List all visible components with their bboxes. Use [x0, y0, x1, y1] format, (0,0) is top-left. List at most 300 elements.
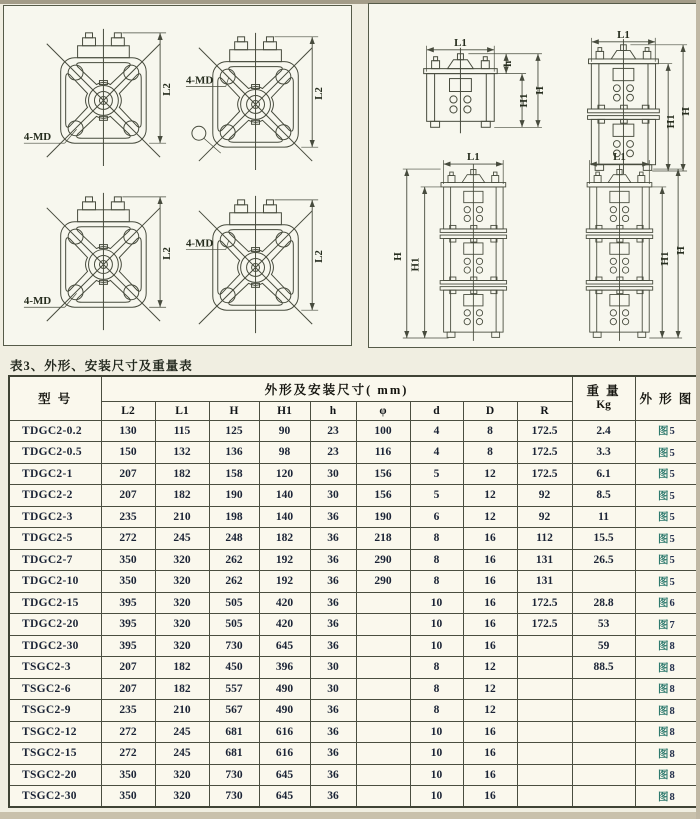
- dim-cell: 36: [310, 592, 356, 614]
- hole-callout-4md: 4-MD: [23, 131, 52, 144]
- model-cell: TSGC2-30: [9, 786, 101, 808]
- dim-cell: 350: [101, 571, 155, 593]
- dim-cell: 90: [259, 420, 310, 442]
- table-caption: 表3、外形、安装尺寸及重量表: [10, 359, 193, 373]
- weight-cell: 11: [572, 506, 635, 528]
- dim-cell: 730: [209, 635, 259, 657]
- dim-cell: 10: [410, 764, 463, 786]
- page-edge-bottom: [0, 812, 700, 819]
- dim-cell: 450: [209, 657, 259, 679]
- dim-cell: 5: [410, 485, 463, 507]
- dim-cell: 16: [463, 614, 517, 636]
- dimensions-table-wrap: [8, 375, 699, 808]
- dim-cell: [356, 592, 410, 614]
- weight-cell: 88.5: [572, 657, 635, 679]
- dim-cell: [517, 635, 572, 657]
- model-cell: TSGC2-6: [9, 678, 101, 700]
- dim-cell: 130: [101, 420, 155, 442]
- dim-cell: 16: [463, 528, 517, 550]
- weight-cell: [572, 571, 635, 593]
- model-cell: TSGC2-12: [9, 721, 101, 743]
- dim-cell: 12: [463, 463, 517, 485]
- dim-cell: 12: [463, 678, 517, 700]
- dim-cell: [356, 678, 410, 700]
- dim-cell: 681: [209, 743, 259, 765]
- dim-label-h: H: [533, 86, 546, 95]
- col-header-dim-hs: h: [310, 401, 356, 420]
- dim-cell: 10: [410, 635, 463, 657]
- table-row: [9, 786, 698, 808]
- figure-ref-char: 图: [657, 748, 669, 760]
- dim-cell: 16: [463, 721, 517, 743]
- dim-cell: [517, 700, 572, 722]
- col-header-figure: 外 形 图: [635, 376, 698, 420]
- dim-cell: 16: [463, 786, 517, 808]
- figure-ref-number: 8: [669, 684, 675, 696]
- figure-ref-number: 5: [669, 469, 675, 481]
- col-header-dim-d: d: [410, 401, 463, 420]
- dim-cell: 182: [155, 657, 209, 679]
- dim-cell: 192: [259, 549, 310, 571]
- table-row: [9, 614, 698, 636]
- figure-cell: [635, 592, 698, 614]
- dim-cell: 505: [209, 592, 259, 614]
- dim-label-h: H: [680, 107, 693, 116]
- weight-cell: 15.5: [572, 528, 635, 550]
- dim-cell: 235: [101, 700, 155, 722]
- figure-cell: [635, 786, 698, 808]
- dim-cell: [356, 764, 410, 786]
- dim-cell: 505: [209, 614, 259, 636]
- weight-cell: 28.8: [572, 592, 635, 614]
- dim-label-l2: L2: [161, 247, 174, 260]
- dim-cell: 131: [517, 571, 572, 593]
- figure-cell: [635, 721, 698, 743]
- figure-ref-number: 5: [669, 426, 675, 438]
- dim-label-l1: L1: [454, 36, 467, 49]
- col-header-dim-l2: L2: [101, 401, 155, 420]
- dim-cell: 8: [463, 420, 517, 442]
- col-header-dim-phi: φ: [356, 401, 410, 420]
- dim-label-l1: L1: [613, 151, 626, 164]
- dim-cell: 132: [155, 442, 209, 464]
- dim-cell: 557: [209, 678, 259, 700]
- table-row: [9, 506, 698, 528]
- dim-cell: 36: [310, 614, 356, 636]
- dim-cell: 16: [463, 635, 517, 657]
- dim-cell: 320: [155, 571, 209, 593]
- model-cell: TDGC2-30: [9, 635, 101, 657]
- model-cell: TSGC2-3: [9, 657, 101, 679]
- model-cell: TDGC2-2: [9, 485, 101, 507]
- dim-label-h1: H1: [665, 114, 678, 129]
- dim-cell: 245: [155, 721, 209, 743]
- figure-ref-number: 5: [669, 512, 675, 524]
- weight-cell: [572, 700, 635, 722]
- dim-cell: 8: [410, 528, 463, 550]
- figure-cell: [635, 420, 698, 442]
- dim-cell: [517, 721, 572, 743]
- dim-cell: 616: [259, 721, 310, 743]
- table-row: [9, 420, 698, 442]
- model-cell: TDGC2-20: [9, 614, 101, 636]
- dim-cell: 172.5: [517, 463, 572, 485]
- dim-label-l1: L1: [617, 28, 630, 41]
- top-view-drawing-2: [186, 33, 325, 170]
- model-cell: TDGC2-1: [9, 463, 101, 485]
- table-row: [9, 442, 698, 464]
- figure-ref-char: 图: [657, 619, 669, 631]
- col-header-dim-h: H: [209, 401, 259, 420]
- dim-label-h-small: h: [502, 60, 515, 67]
- dim-cell: 4: [410, 442, 463, 464]
- dim-cell: [356, 700, 410, 722]
- dim-cell: 172.5: [517, 592, 572, 614]
- dim-cell: 131: [517, 549, 572, 571]
- model-cell: TDGC2-10: [9, 571, 101, 593]
- dim-cell: 8: [410, 549, 463, 571]
- weight-cell: [572, 678, 635, 700]
- dim-cell: 172.5: [517, 442, 572, 464]
- dim-cell: 395: [101, 635, 155, 657]
- dim-cell: 8: [410, 678, 463, 700]
- figure-cell: [635, 635, 698, 657]
- dim-cell: [356, 635, 410, 657]
- dim-cell: 272: [101, 743, 155, 765]
- model-cell: TSGC2-20: [9, 764, 101, 786]
- dim-cell: 16: [463, 592, 517, 614]
- col-header-dims-group: 外形及安装尺寸( mm): [101, 376, 572, 401]
- front-view-single-unit: [424, 37, 546, 133]
- figure-ref-number: 8: [669, 770, 675, 782]
- dim-cell: 12: [463, 700, 517, 722]
- dim-cell: 245: [155, 743, 209, 765]
- figure-ref-number: 8: [669, 791, 675, 803]
- dim-label-l2: L2: [313, 250, 326, 263]
- top-view-drawings-svg: [4, 6, 351, 345]
- dim-cell: 182: [155, 485, 209, 507]
- dim-cell: 116: [356, 442, 410, 464]
- dim-cell: 36: [310, 743, 356, 765]
- weight-cell: 3.3: [572, 442, 635, 464]
- dim-cell: 350: [101, 786, 155, 808]
- figure-ref-number: 8: [669, 641, 675, 653]
- dim-cell: 10: [410, 743, 463, 765]
- table-row: [9, 635, 698, 657]
- dim-cell: [356, 786, 410, 808]
- hole-callout-4md: 4-MD: [185, 74, 214, 87]
- dim-cell: 16: [463, 743, 517, 765]
- dim-cell: 30: [310, 657, 356, 679]
- table-row: [9, 657, 698, 679]
- model-cell: TSGC2-9: [9, 700, 101, 722]
- dim-cell: 36: [310, 700, 356, 722]
- dim-cell: 92: [517, 506, 572, 528]
- dim-cell: 156: [356, 485, 410, 507]
- dim-label-h: H: [675, 246, 688, 255]
- dim-cell: [356, 657, 410, 679]
- hole-callout-4md: 4-MD: [23, 295, 52, 308]
- dim-cell: 8: [410, 700, 463, 722]
- dim-cell: 172.5: [517, 614, 572, 636]
- figure-ref-char: 图: [657, 469, 669, 481]
- dim-cell: 115: [155, 420, 209, 442]
- figure-ref-char: 图: [657, 662, 669, 674]
- weight-cell: 8.5: [572, 485, 635, 507]
- dim-label-h1: H1: [659, 251, 672, 266]
- dim-cell: 616: [259, 743, 310, 765]
- dim-cell: [356, 614, 410, 636]
- dim-cell: 190: [209, 485, 259, 507]
- figure-ref-char: 图: [657, 641, 669, 653]
- dim-cell: [517, 743, 572, 765]
- dim-cell: 218: [356, 528, 410, 550]
- page-edge-right: [696, 0, 700, 819]
- dim-cell: 36: [310, 764, 356, 786]
- figure-ref-number: 8: [669, 662, 675, 674]
- col-header-dim-h1: H1: [259, 401, 310, 420]
- figure-ref-char: 图: [657, 684, 669, 696]
- dim-cell: 207: [101, 485, 155, 507]
- dim-cell: 8: [410, 571, 463, 593]
- dim-cell: 350: [101, 764, 155, 786]
- figure-ref-char: 图: [657, 490, 669, 502]
- dim-cell: 320: [155, 786, 209, 808]
- dim-cell: 210: [155, 700, 209, 722]
- table-row: [9, 592, 698, 614]
- figure-cell: [635, 463, 698, 485]
- figure-ref-char: 图: [657, 705, 669, 717]
- front-view-two-stack: [588, 29, 692, 174]
- figure-ref-number: 5: [669, 533, 675, 545]
- weight-label: 重 量: [586, 384, 621, 399]
- dim-cell: 30: [310, 463, 356, 485]
- dim-cell: 262: [209, 549, 259, 571]
- dim-cell: 36: [310, 635, 356, 657]
- figure-ref-number: 7: [669, 619, 675, 631]
- dim-cell: 210: [155, 506, 209, 528]
- figure-ref-char: 图: [657, 447, 669, 459]
- table-row: [9, 463, 698, 485]
- figure-ref-number: 5: [669, 490, 675, 502]
- dim-label-l1: L1: [466, 151, 480, 164]
- dim-cell: 4: [410, 420, 463, 442]
- dim-cell: [517, 764, 572, 786]
- dim-cell: 10: [410, 592, 463, 614]
- dim-cell: 140: [259, 506, 310, 528]
- dim-cell: 182: [155, 678, 209, 700]
- dim-cell: 36: [310, 549, 356, 571]
- weight-cell: [572, 721, 635, 743]
- dim-cell: 136: [209, 442, 259, 464]
- dim-cell: 23: [310, 420, 356, 442]
- dim-cell: 645: [259, 786, 310, 808]
- figure-ref-char: 图: [657, 727, 669, 739]
- model-cell: TDGC2-7: [9, 549, 101, 571]
- dim-cell: 36: [310, 721, 356, 743]
- figure-ref-char: 图: [657, 555, 669, 567]
- dim-label-l2: L2: [161, 83, 174, 96]
- dim-cell: 262: [209, 571, 259, 593]
- dim-cell: 420: [259, 614, 310, 636]
- figure-ref-number: 5: [669, 555, 675, 567]
- front-view-three-stack-left: [392, 151, 507, 341]
- figure-ref-number: 8: [669, 748, 675, 760]
- mounting-hole-detail: [192, 126, 206, 140]
- dim-cell: 730: [209, 764, 259, 786]
- front-view-drawings-svg: [369, 4, 697, 347]
- dim-cell: 272: [101, 721, 155, 743]
- col-header-dim-l1: L1: [155, 401, 209, 420]
- figure-cell: [635, 506, 698, 528]
- figure-ref-char: 图: [657, 770, 669, 782]
- front-view-drawings-panel: [368, 3, 698, 348]
- dim-cell: 192: [259, 571, 310, 593]
- model-cell: TDGC2-0.5: [9, 442, 101, 464]
- dim-cell: 150: [101, 442, 155, 464]
- dim-cell: 290: [356, 549, 410, 571]
- figure-cell: [635, 614, 698, 636]
- dim-cell: 320: [155, 549, 209, 571]
- model-cell: TSGC2-15: [9, 743, 101, 765]
- dim-cell: [356, 721, 410, 743]
- dim-cell: 272: [101, 528, 155, 550]
- dim-cell: 490: [259, 700, 310, 722]
- dim-cell: 172.5: [517, 420, 572, 442]
- dim-label-h: H: [391, 252, 404, 261]
- dim-label-h1: H1: [518, 93, 531, 108]
- figure-cell: [635, 442, 698, 464]
- figure-ref-number: 6: [669, 598, 675, 610]
- col-header-model: 型 号: [9, 376, 101, 420]
- dim-cell: 198: [209, 506, 259, 528]
- table-row: [9, 721, 698, 743]
- dim-cell: 235: [101, 506, 155, 528]
- dim-cell: 182: [259, 528, 310, 550]
- figure-ref-char: 图: [657, 791, 669, 803]
- dim-cell: 681: [209, 721, 259, 743]
- dim-cell: 16: [463, 549, 517, 571]
- dim-cell: 420: [259, 592, 310, 614]
- top-view-drawing-1: [24, 29, 173, 166]
- dim-cell: 207: [101, 678, 155, 700]
- dim-cell: [517, 657, 572, 679]
- dim-cell: 120: [259, 463, 310, 485]
- dim-cell: 396: [259, 657, 310, 679]
- dim-cell: 125: [209, 420, 259, 442]
- dim-cell: 645: [259, 764, 310, 786]
- dim-cell: 36: [310, 506, 356, 528]
- figure-ref-number: 8: [669, 727, 675, 739]
- dim-cell: 36: [310, 571, 356, 593]
- weight-cell: 2.4: [572, 420, 635, 442]
- table-row: [9, 571, 698, 593]
- dim-cell: 30: [310, 678, 356, 700]
- dim-cell: 182: [155, 463, 209, 485]
- table-row: [9, 743, 698, 765]
- dim-cell: 140: [259, 485, 310, 507]
- dim-cell: 290: [356, 571, 410, 593]
- dim-cell: 730: [209, 786, 259, 808]
- dim-cell: 12: [463, 657, 517, 679]
- dim-cell: 12: [463, 485, 517, 507]
- figure-ref-number: 8: [669, 705, 675, 717]
- dim-cell: 10: [410, 721, 463, 743]
- col-header-dim-r: R: [517, 401, 572, 420]
- dim-cell: 10: [410, 614, 463, 636]
- model-cell: TDGC2-5: [9, 528, 101, 550]
- table-row: [9, 678, 698, 700]
- weight-cell: [572, 786, 635, 808]
- dim-cell: 490: [259, 678, 310, 700]
- figure-cell: [635, 571, 698, 593]
- dim-cell: 36: [310, 528, 356, 550]
- weight-cell: [572, 743, 635, 765]
- table-row: [9, 528, 698, 550]
- dim-cell: 10: [410, 786, 463, 808]
- figure-cell: [635, 678, 698, 700]
- dim-cell: [517, 786, 572, 808]
- dim-cell: 320: [155, 592, 209, 614]
- dim-label-h1: H1: [409, 257, 422, 272]
- table-row: [9, 700, 698, 722]
- model-cell: TDGC2-15: [9, 592, 101, 614]
- dim-cell: 16: [463, 571, 517, 593]
- dim-cell: 320: [155, 764, 209, 786]
- table-row: [9, 485, 698, 507]
- figure-cell: [635, 549, 698, 571]
- dim-cell: 245: [155, 528, 209, 550]
- dim-cell: 92: [517, 485, 572, 507]
- dim-cell: 190: [356, 506, 410, 528]
- weight-unit-label: Kg: [596, 398, 611, 411]
- dim-cell: 567: [209, 700, 259, 722]
- dim-cell: 320: [155, 614, 209, 636]
- dim-cell: 645: [259, 635, 310, 657]
- model-cell: TDGC2-3: [9, 506, 101, 528]
- figure-cell: [635, 528, 698, 550]
- top-view-drawings-panel: [3, 5, 352, 346]
- figure-ref-number: 5: [669, 447, 675, 459]
- figure-cell: [635, 764, 698, 786]
- dim-cell: 100: [356, 420, 410, 442]
- dim-cell: 23: [310, 442, 356, 464]
- figure-ref-char: 图: [657, 512, 669, 524]
- table-row: [9, 764, 698, 786]
- dim-cell: 8: [463, 442, 517, 464]
- hole-callout-4md: 4-MD: [185, 237, 214, 250]
- dim-cell: 395: [101, 592, 155, 614]
- dim-cell: [517, 678, 572, 700]
- dim-cell: 156: [356, 463, 410, 485]
- dim-cell: 12: [463, 506, 517, 528]
- figure-ref-char: 图: [657, 598, 669, 610]
- table-body: [9, 420, 698, 807]
- figure-ref-number: 5: [669, 576, 675, 588]
- dim-cell: 98: [259, 442, 310, 464]
- dim-cell: 6: [410, 506, 463, 528]
- weight-cell: [572, 764, 635, 786]
- dim-cell: 395: [101, 614, 155, 636]
- top-view-drawing-4: [186, 196, 325, 333]
- dim-cell: 112: [517, 528, 572, 550]
- top-view-drawing-3: [24, 193, 173, 330]
- dim-cell: 16: [463, 764, 517, 786]
- figure-cell: [635, 485, 698, 507]
- dim-cell: [356, 743, 410, 765]
- col-header-weight: [572, 376, 635, 420]
- dim-cell: 320: [155, 635, 209, 657]
